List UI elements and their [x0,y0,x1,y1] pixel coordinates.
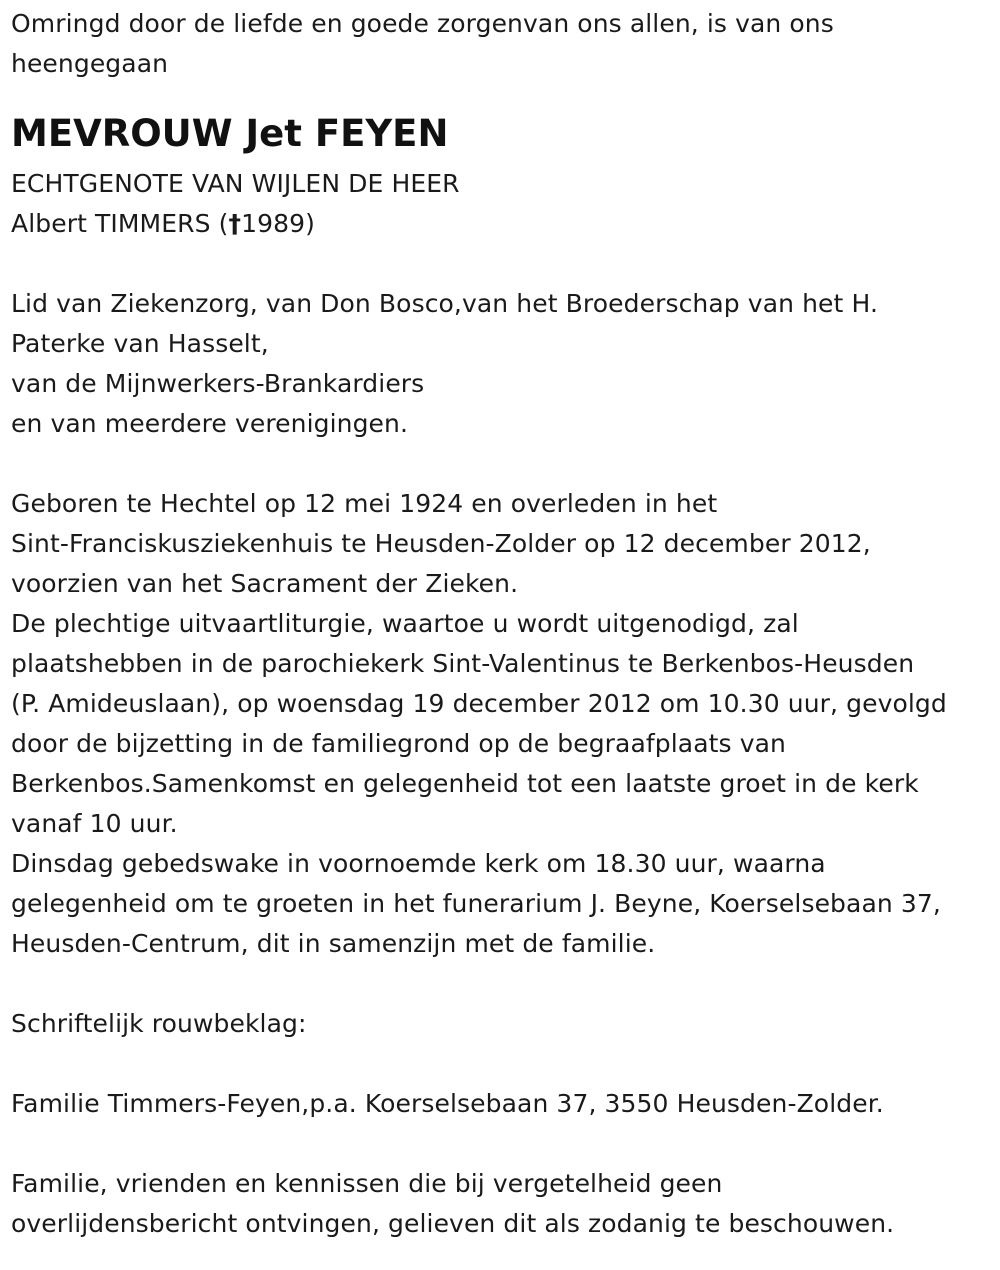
condolences-label: Schriftelijk rouwbeklag: [11,1009,307,1038]
membership-line: en van meerdere verenigingen. [11,409,409,438]
spouse-name: Albert TIMMERS ( [11,209,229,238]
membership-line: van de Mijnwerkers-Brankardiers [11,369,425,398]
spouse-title-line: ECHTGENOTE VAN WIJLEN DE HEER [11,169,460,198]
intro-text [11,4,988,84]
closing-paragraph [11,1164,988,1244]
details-line: vanaf 10 uur. [11,809,178,838]
intro-line: heengegaan [11,49,169,78]
spacer [11,964,988,1004]
details-line: De plechtige uitvaartliturgie, waartoe u wordt uitgenodigd, zal [11,609,799,638]
spacer [11,444,988,484]
details-line: Heusden-Centrum, dit in samenzijn met de familie. [11,929,656,958]
details-line: (P. Amideuslaan), op woensdag 19 december 2012 om 10.30 uur, gevolgd [11,689,947,718]
membership-line: Lid van Ziekenzorg, van Don Bosco,van het Broederschap van het H. [11,289,878,318]
membership-line: Paterke van Hasselt, [11,329,269,358]
spouse-info [11,164,988,244]
deceased-name: MEVROUW Jet FEYEN [11,112,449,155]
closing-line: overlijdensbericht ontvingen, gelieven dit als zodanig te beschouwen. [11,1209,895,1238]
cross-icon: † [228,209,242,238]
family-address: Familie Timmers-Feyen,p.a. Koerselsebaan 37, 3550 Heusden-Zolder. [11,1089,884,1118]
details-line: plaatshebben in de parochiekerk Sint-Valentinus te Berkenbos-Heusden [11,649,915,678]
spacer [11,84,988,104]
details-line: gelegenheid om te groeten in het funerarium J. Beyne, Koerselsebaan 37, [11,889,941,918]
details-line: door de bijzetting in de familiegrond op de begraafplaats van [11,729,786,758]
spacer [11,244,988,284]
details-line: Sint-Franciskusziekenhuis te Heusden-Zolder op 12 december 2012, [11,529,871,558]
details-line: voorzien van het Sacrament der Zieken. [11,569,519,598]
details-line: Berkenbos.Samenkomst en gelegenheid tot een laatste groet in de kerk [11,769,919,798]
spacer [11,1044,988,1084]
details-line: Dinsdag gebedswake in voornoemde kerk om 18.30 uur, waarna [11,849,826,878]
closing-line: Familie, vrienden en kennissen die bij vergetelheid geen [11,1169,723,1198]
details-line: Geboren te Hechtel op 12 mei 1924 en overleden in het [11,489,718,518]
spacer [11,1124,988,1164]
details-paragraph [11,484,988,964]
spouse-death-year: 1989 [241,209,306,238]
intro-line: Omringd door de liefde en goede zorgenvan ons allen, is van ons [11,9,834,38]
spouse-name-suffix: ) [305,209,315,238]
spouse-name-line [11,204,988,244]
memberships-paragraph [11,284,988,444]
